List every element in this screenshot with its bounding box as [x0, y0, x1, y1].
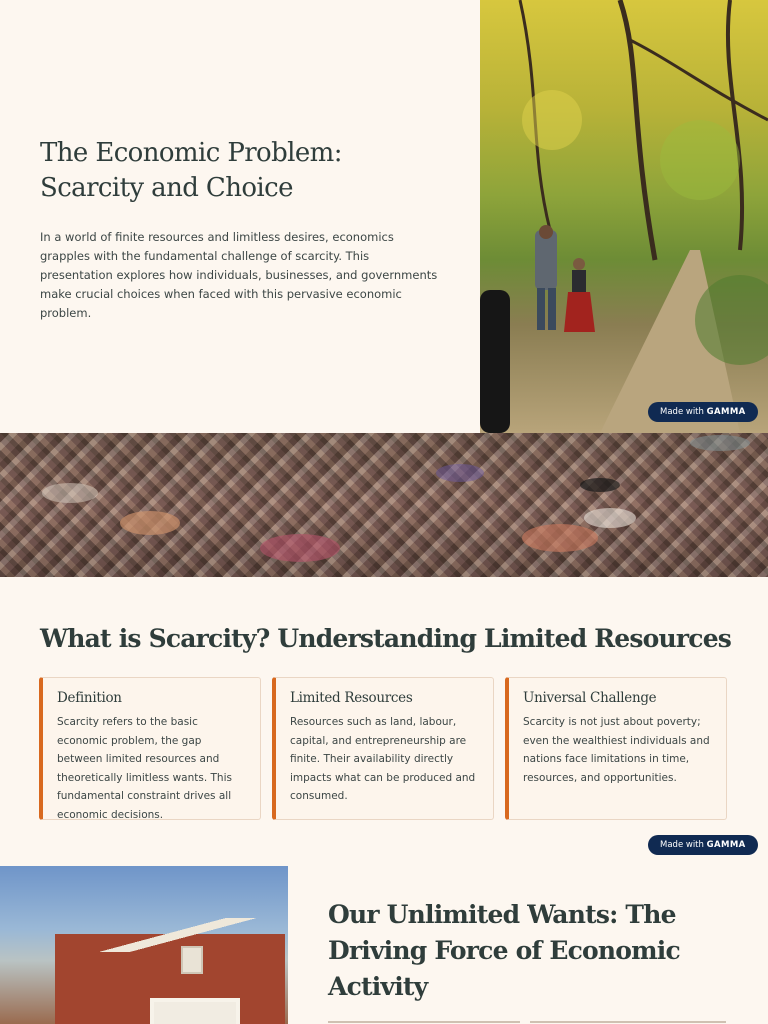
card-universal-challenge [505, 677, 727, 820]
gamma-logo: GAMMA [706, 840, 746, 850]
divider [530, 1021, 726, 1023]
unlimited-wants-heading: Our Unlimited Wants: The Driving Force of Economic Activity [328, 900, 680, 1001]
made-with-gamma-badge[interactable] [648, 402, 758, 422]
autumn-path-illustration [480, 0, 768, 433]
card-body: Scarcity refers to the basic economic problem, the gap between limited resources and theoretically limitless wants. This fundamental constraint drives all economic decisions. [57, 716, 232, 821]
card-limited-resources [272, 677, 494, 820]
barn-vent [181, 946, 203, 974]
badge-prefix: Made with [660, 840, 704, 850]
card-title: Definition [57, 690, 122, 706]
card-body: Resources such as land, labour, capital, and entrepreneurship are finite. Their availability directly impacts what can be produced and consumed. [290, 716, 476, 802]
barn-painting-photo [0, 866, 288, 1024]
barn-door [150, 998, 240, 1024]
card-body: Scarcity is not just about poverty; even the wealthiest individuals and nations face limitations in time, resources, and opportunities. [523, 716, 710, 784]
clothing-pile-illustration [0, 433, 768, 577]
page-title-line2: Scarcity and Choice [40, 173, 293, 203]
card-title: Universal Challenge [523, 690, 657, 706]
made-with-gamma-badge[interactable] [648, 835, 758, 855]
title-slide-text [40, 136, 440, 323]
autumn-path-photo [480, 0, 768, 433]
divider [328, 1021, 520, 1023]
scarcity-slide [0, 577, 768, 867]
card-definition [39, 677, 261, 820]
badge-prefix: Made with [660, 407, 704, 417]
unlimited-wants-slide [0, 866, 768, 1024]
title-slide [0, 0, 768, 433]
discarded-clothing-photo [0, 433, 768, 577]
page-title-line1: The Economic Problem: [40, 138, 342, 168]
intro-paragraph: In a world of finite resources and limitless desires, economics grapples with the fundamental challenge of scarcity. This presentation explores how individuals, businesses, and governments make crucial choices when faced with this pervasive economic problem. [40, 230, 438, 320]
gamma-logo: GAMMA [706, 407, 746, 417]
scarcity-cards [39, 677, 727, 820]
page-title [40, 136, 440, 206]
card-title: Limited Resources [290, 690, 413, 706]
scarcity-heading: What is Scarcity? Understanding Limited Resources [40, 624, 732, 653]
barn-roof [40, 918, 288, 952]
